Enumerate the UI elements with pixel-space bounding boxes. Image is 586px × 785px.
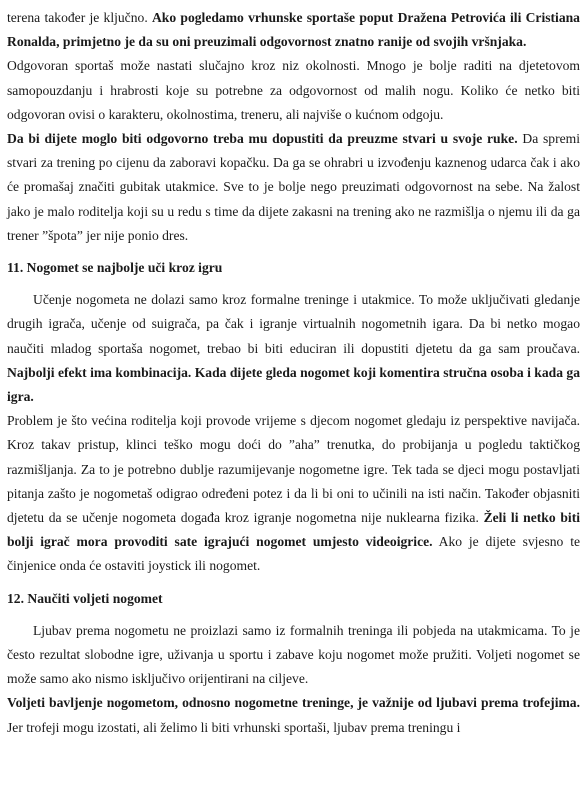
paragraph-let-child-take-charge: [7, 127, 580, 248]
paragraph-love-for-football: [7, 619, 580, 692]
paragraph-bold-text: Da bi dijete moglo biti odgovorno treba mu dopustiti da preuzme stvari u svoje ruke.: [7, 131, 518, 147]
paragraph-text: Da spremi stvari za trening po cijenu da zaboravi kopačku. Da ga se ohrabri u izvođenju kaznenog udarca čak i ako će promašaj značiti gubitak utakmice. Sve to je bolje nego preuzimati odgovornost na sebe. Na žalost jako je malo roditelja koji su u redu s time da dijete zakasni na trening ako ne razmišlja o njemu ili da ga trener ”špota” jer nije ponio dres.: [7, 131, 580, 243]
paragraph-text: Jer trofeji mogu izostati, ali želimo li biti vrhunski sportaši, ljubav prema treningu i: [7, 719, 461, 735]
paragraph-bold-text: Želi li netko biti bolji igrač mora provoditi sate igrajući nogomet umjesto videoigrice.: [7, 510, 581, 550]
paragraph-text: terena također je ključno.: [7, 10, 152, 25]
paragraph-text: Problem je što većina roditelja koji provode vrijeme s djecom nogomet gledaju iz perspektive navijača. Kroz takav pristup, klinci teško mogu doći do ”aha” trenutka, do probijanja u pogledu taktičkog razmišljanja. Za to je potrebno dublje razumijevanje nogometne igre. Tek tada se djeci mogu postavljati pitanja zašto je nogometaš odigrao određeni potez i da li bi oni to učinili na isti način. Također objasniti djetetu da se učenje nogometa događa kroz igranje nogometna nije nuklearna fizika.: [7, 413, 580, 526]
section-heading-11: 11. Nogomet se najbolje uči kroz igru: [7, 260, 223, 276]
paragraph-responsibility-intro: [7, 6, 580, 54]
paragraph-text: Ako je dijete svjesno te činjenice onda će ostaviti joystick ili nogomet.: [7, 534, 580, 574]
paragraph-text: Ljubav prema nogometu ne proizlazi samo iz formalnih treninga ili pobjeda na utakmicama. To je često rezultat slobodne igre, uživanja u sportu i zabave koju nogomet može pružiti. Voljeti nogomet se može samo ako nismo isključivo orijentirani na ciljeve.: [7, 622, 580, 687]
paragraph-bold-text: Voljeti bavljenje nogometom, odnosno nogometne treninge, je važnije od ljubavi prema trofejima.: [7, 695, 580, 711]
paragraph-fan-perspective: [7, 409, 580, 578]
paragraph-learning-football: [7, 288, 580, 409]
paragraph-responsible-athlete: [7, 54, 580, 127]
paragraph-love-training: [7, 691, 580, 739]
paragraph-bold-text: Najbolji efekt ima kombinacija. Kada dijete gleda nogomet koji komentira stručna osoba i kada ga igra.: [7, 364, 580, 405]
paragraph-bold-text: Ako pogledamo vrhunske sportaše poput Dražena Petrovića ili Cristiana Ronalda, primjetno je da su oni preuzimali odgovornost znatno ranije od svojih vršnjaka.: [7, 10, 580, 50]
paragraph-text: Odgovoran sportaš može nastati slučajno kroz niz okolnosti. Mnogo je bolje raditi na djetetovom samopouzdanju i hrabrosti koje su potrebne za odgovornost od malih nogu. Koliko će netko biti odgovoran ovisi o karakteru, okolnostima, treneru, ali najviše o kućnom odgoju.: [7, 58, 580, 122]
section-heading-12: 12. Naučiti voljeti nogomet: [7, 590, 163, 606]
paragraph-text: Učenje nogometa ne dolazi samo kroz formalne treninge i utakmice. To može uključivati gledanje drugih igrača, učenje od suigrača, pa čak i igranje virtualnih nogometnih igara. Da bi netko mogao naučiti mladog sportaša nogomet, trebao bi biti educiran ili dopustiti djetetu da ga sam proučava.: [7, 292, 580, 356]
